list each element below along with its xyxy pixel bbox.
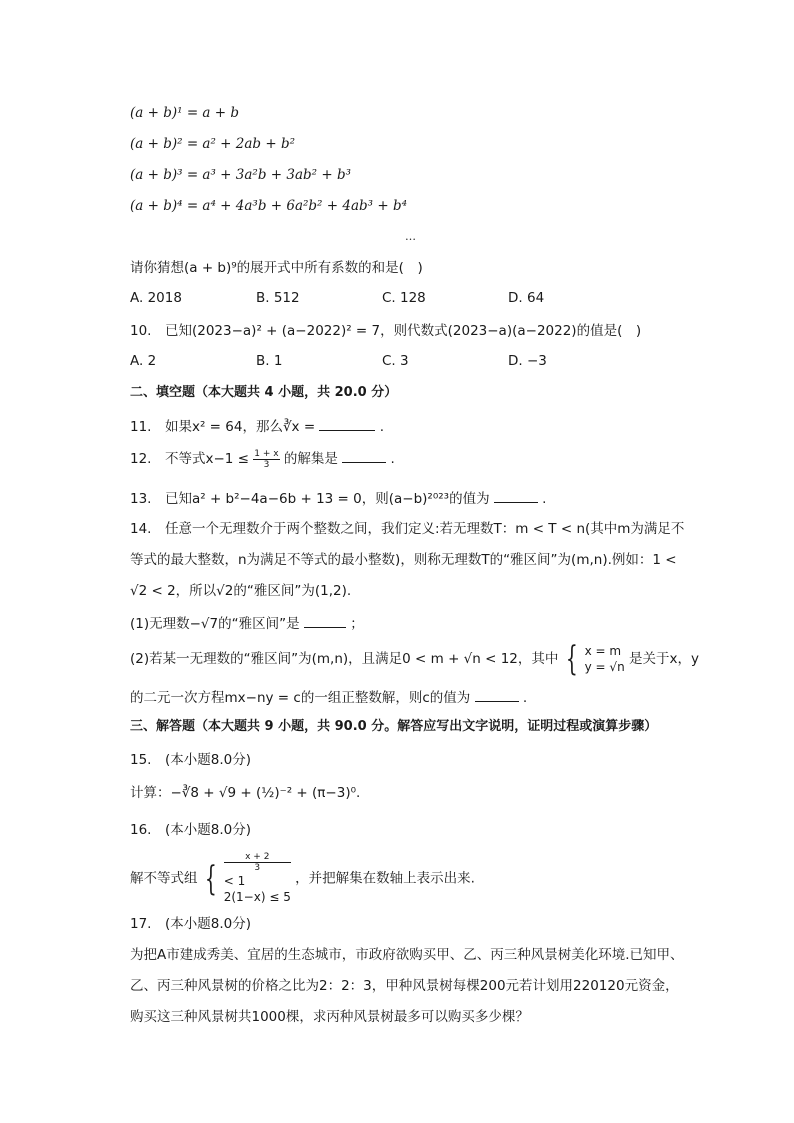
q14-line-2: 等式的最大整数，n为满足不等式的最小整数)，则称无理数T的“雅区间”为(m,n).例如：1 <	[130, 552, 677, 568]
q12-fraction	[253, 449, 279, 470]
q16-numerator: x + 2	[224, 852, 291, 863]
q12-numerator: 1 + x	[254, 448, 279, 459]
q11-text: 11. 如果x² = 64，那么∛x =	[130, 419, 320, 435]
section-3-heading: 三、解答题（本大题共 9 小题，共 90.0 分。解答应写出文字说明，证明过程或演算步骤）	[130, 719, 658, 734]
q9-option-d: D. 64	[508, 290, 545, 306]
q14-sub-1-end: ；	[350, 616, 364, 632]
q9-option-b: B. 512	[256, 290, 300, 306]
q16-system-eq-2: 2(1−x) ≤ 5	[223, 890, 291, 904]
q16-text: 解不等式组	[130, 870, 198, 887]
q12-end: .	[390, 451, 395, 467]
q14-sub-1	[130, 613, 364, 633]
q17-line-2: 乙、丙三种风景树的价格之比为2：2：3，甲种风景树每棵200元若计划用220120元资金，	[130, 978, 679, 994]
q13-answer-blank	[494, 488, 538, 503]
q14-line-3: √2 < 2，所以√2的“雅区间”为(1,2).	[130, 583, 352, 599]
q16-body	[130, 852, 475, 905]
q14-system-eq-2: y = √n	[584, 660, 625, 674]
section-2-heading: 二、填空题（本大题共 4 小题，共 20.0 分）	[130, 385, 398, 400]
q15-body: 计算：−∛8 + √9 + (½)⁻² + (π−3)⁰.	[130, 785, 361, 801]
q16-heading: 16. (本小题8.0分)	[130, 822, 251, 838]
q9-text: 请你猜想(a + b)⁹的展开式中所有系数的和是( )	[130, 260, 423, 276]
pattern-ellipsis: …	[405, 230, 416, 243]
q12	[130, 448, 395, 470]
q14-line-6-text: 的二元一次方程mx−ny = c的一组正整数解，则c的值为	[130, 690, 471, 706]
pattern-line-3: (a + b)³ = a³ + 3a²b + 3ab² + b³	[130, 167, 352, 183]
q16-text-post: ，并把解集在数轴上表示出来.	[295, 870, 475, 887]
q14-sub-2-post: 是关于x，y	[628, 651, 699, 667]
q11-answer-blank	[319, 416, 375, 431]
q12-text-post: 的解集是	[283, 451, 338, 467]
q16-system	[224, 852, 291, 905]
q12-text: 12. 不等式x−1 ≤	[130, 451, 254, 467]
q12-denominator: 3	[263, 459, 270, 470]
q10-option-a: A. 2	[130, 353, 157, 369]
q17-line-3: 购买这三种风景树共1000棵，求丙种风景树最多可以购买多少棵？	[130, 1009, 529, 1025]
q10-option-b: B. 1	[256, 353, 283, 369]
q10-text: 10. 已知(2023−a)² + (a−2022)² = 7，则代数式(2023−a)(a−2022)的值是( )	[130, 323, 642, 339]
q14-sub-2	[130, 639, 699, 679]
q13-text: 13. 已知a² + b²−4a−6b + 13 = 0，则(a−b)²⁰²³的值为	[130, 491, 490, 507]
q14-line-6-end: .	[522, 690, 528, 706]
q17-line-1: 为把A市建成秀美、宜居的生态城市，市政府欲购买甲、乙、丙三种风景树美化环境.已知甲、	[130, 947, 684, 963]
q14-sub-1-text: (1)无理数−√7的“雅区间”是	[130, 616, 300, 632]
q10-option-c: C. 3	[382, 353, 409, 369]
q14-sub-2-blank	[475, 687, 519, 702]
q13	[130, 488, 546, 508]
q17-heading: 17. (本小题8.0分)	[130, 916, 251, 932]
q12-answer-blank	[342, 448, 386, 463]
q9-option-c: C. 128	[382, 290, 426, 306]
q11-end: .	[379, 419, 385, 435]
q10-option-d: D. −3	[508, 353, 547, 369]
q16-system-eq-1	[224, 852, 291, 889]
system-brace-icon: {	[565, 639, 578, 679]
q11	[130, 416, 384, 436]
q16-denominator: 3	[254, 863, 261, 873]
q14-system	[585, 643, 625, 675]
q14-sub-1-blank	[304, 613, 346, 628]
q13-end: .	[542, 491, 547, 507]
pattern-line-1: (a + b)¹ = a + b	[130, 105, 240, 121]
q9-option-a: A. 2018	[130, 290, 182, 306]
q14-sub-2-text: (2)若某一无理数的“雅区间”为(m,n)，且满足0 < m + √n < 12，其中	[130, 651, 559, 667]
q15-heading: 15. (本小题8.0分)	[130, 752, 251, 768]
system-brace-icon: {	[204, 858, 217, 899]
pattern-line-2: (a + b)² = a² + 2ab + b²	[130, 136, 296, 152]
q14-system-eq-1: x = m	[584, 644, 622, 658]
pattern-line-4: (a + b)⁴ = a⁴ + 4a³b + 6a²b² + 4ab³ + b⁴	[130, 198, 408, 214]
q16-eq-1-rest: < 1	[223, 874, 246, 888]
q14-line-1: 14. 任意一个无理数介于两个整数之间，我们定义:若无理数T：m < T < n(其中m为满足不	[130, 521, 685, 537]
q16-fraction	[224, 852, 291, 873]
q14-line-6	[130, 687, 527, 707]
